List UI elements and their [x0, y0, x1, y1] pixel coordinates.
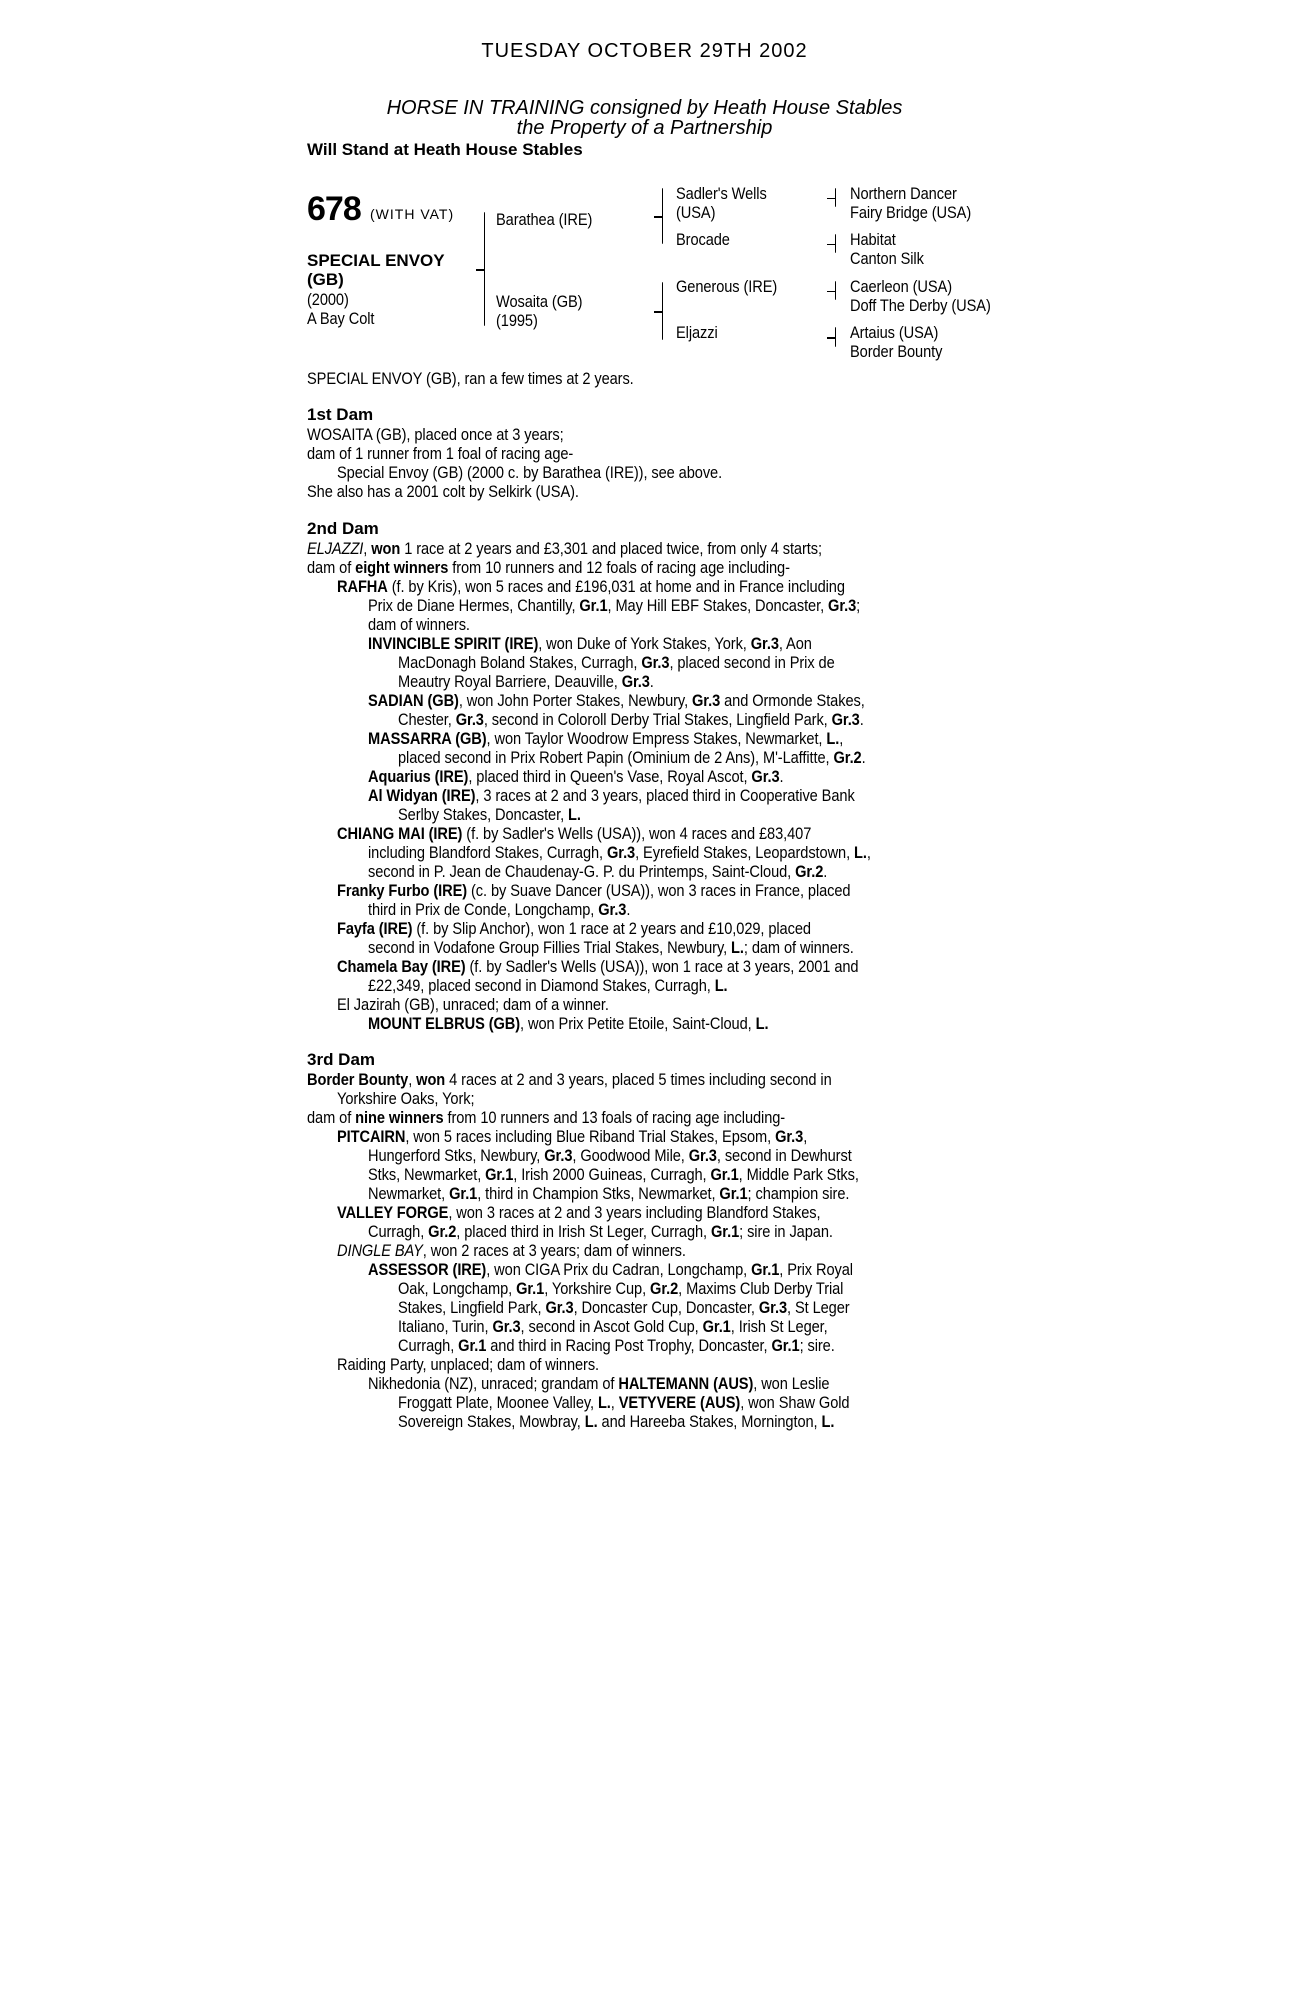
second-dam-line: Franky Furbo (IRE) (c. by Suave Dancer (USA)), won 3 races in France, placed	[337, 881, 851, 900]
third-dam-line: Oak, Longchamp, Gr.1, Yorkshire Cup, Gr.2, Maxims Club Derby Trial	[398, 1279, 844, 1298]
lot-number: 678	[307, 190, 361, 228]
third-dam-line: PITCAIRN, won 5 races including Blue Riband Trial Stakes, Epsom, Gr.3,	[337, 1127, 808, 1146]
second-dam-line: ELJAZZI, won 1 race at 2 years and £3,301 and placed twice, from only 4 starts;	[307, 539, 822, 558]
pedigree-dds: Artaius (USA)	[850, 323, 939, 342]
vat-note: (WITH VAT)	[370, 206, 455, 222]
sale-date: TUESDAY OCTOBER 29TH 2002	[481, 40, 808, 62]
consignment-line-2: the Property of a Partnership	[516, 117, 773, 139]
pedigree-dam: Wosaita (GB)	[496, 292, 583, 311]
pedigree-brace-ds	[835, 281, 836, 300]
second-dam-line: second in Vodafone Group Fillies Trial Stakes, Newbury, L.; dam of winners.	[368, 938, 854, 957]
third-dam-line: Sovereign Stakes, Mowbray, L. and Hareeba Stakes, Mornington, L.	[398, 1412, 835, 1431]
second-dam-line: Chamela Bay (IRE) (f. by Sadler's Wells (USA)), won 1 race at 3 years, 2001 and	[337, 957, 859, 976]
pedigree-dss: Caerleon (USA)	[850, 277, 952, 296]
second-dam-line: dam of eight winners from 10 runners and 12 foals of racing age including-	[307, 558, 790, 577]
pedigree-brace-ss	[835, 188, 836, 207]
horse-name: SPECIAL ENVOY	[307, 251, 445, 270]
second-dam-line: Meautry Royal Barriere, Deauville, Gr.3.	[398, 672, 654, 691]
second-dam-line: MacDonagh Boland Stakes, Curragh, Gr.3, placed second in Prix de	[398, 653, 835, 672]
pedigree-sds: Habitat	[850, 230, 896, 249]
pedigree-brace-dd	[835, 327, 836, 347]
second-dam-line: including Blandford Stakes, Curragh, Gr.3, Eyrefield Stakes, Leopardstown, L.,	[368, 843, 871, 862]
first-dam-line: WOSAITA (GB), placed once at 3 years;	[307, 425, 564, 444]
third-dam-line: Hungerford Stks, Newbury, Gr.3, Goodwood Mile, Gr.3, second in Dewhurst	[368, 1146, 852, 1165]
third-dam-line: Yorkshire Oaks, York;	[337, 1089, 475, 1108]
first-dam-line: Special Envoy (GB) (2000 c. by Barathea (IRE)), see above.	[337, 463, 723, 482]
second-dam-line: RAFHA (f. by Kris), won 5 races and £196,031 at home and in France including	[337, 577, 845, 596]
pedigree-sire-dam: Brocade	[676, 230, 730, 249]
second-dam-line: £22,349, placed second in Diamond Stakes, Curragh, L.	[368, 976, 728, 995]
second-dam-line: Prix de Diane Hermes, Chantilly, Gr.1, May Hill EBF Stakes, Doncaster, Gr.3;	[368, 596, 861, 615]
pedigree-dam-dam: Eljazzi	[676, 323, 718, 342]
pedigree-dsd: Doff The Derby (USA)	[850, 296, 991, 315]
pedigree-sss: Northern Dancer	[850, 184, 957, 203]
third-dam-line: dam of nine winners from 10 runners and 13 foals of racing age including-	[307, 1108, 786, 1127]
second-dam-line: Aquarius (IRE), placed third in Queen's Vase, Royal Ascot, Gr.3.	[368, 767, 784, 786]
first-dam-line: dam of 1 runner from 1 foal of racing age-	[307, 444, 574, 463]
third-dam-line: Raiding Party, unplaced; dam of winners.	[337, 1355, 600, 1374]
pedigree-brace-main	[484, 212, 485, 326]
race-summary: SPECIAL ENVOY (GB), ran a few times at 2 years.	[307, 369, 634, 388]
third-dam-line: DINGLE BAY, won 2 races at 3 years; dam of winners.	[337, 1241, 686, 1260]
second-dam-line: MOUNT ELBRUS (GB), won Prix Petite Etoile, Saint-Cloud, L.	[368, 1014, 769, 1033]
third-dam-line: Froggatt Plate, Moonee Valley, L., VETYVERE (AUS), won Shaw Gold	[398, 1393, 850, 1412]
second-dam-line: third in Prix de Conde, Longchamp, Gr.3.	[368, 900, 631, 919]
third-dam-line: Nikhedonia (NZ), unraced; grandam of HALTEMANN (AUS), won Leslie	[368, 1374, 830, 1393]
horse-year: (2000)	[307, 290, 349, 309]
second-dam-line: INVINCIBLE SPIRIT (IRE), won Duke of York Stakes, York, Gr.3, Aon	[368, 634, 812, 653]
consignment-line-1: HORSE IN TRAINING consigned by Heath House Stables	[386, 97, 903, 119]
third-dam-line: Stks, Newmarket, Gr.1, Irish 2000 Guineas, Curragh, Gr.1, Middle Park Stks,	[368, 1165, 859, 1184]
third-dam-line: Curragh, Gr.2, placed third in Irish St Leger, Curragh, Gr.1; sire in Japan.	[368, 1222, 833, 1241]
stand-location: Will Stand at Heath House Stables	[307, 140, 583, 159]
pedigree-ddd: Border Bounty	[850, 342, 943, 361]
first-dam-heading: 1st Dam	[307, 405, 374, 424]
second-dam-line: SADIAN (GB), won John Porter Stakes, Newbury, Gr.3 and Ormonde Stakes,	[368, 691, 865, 710]
second-dam-line: El Jazirah (GB), unraced; dam of a winner.	[337, 995, 609, 1014]
pedigree-sire: Barathea (IRE)	[496, 210, 593, 229]
second-dam-line: Serlby Stakes, Doncaster, L.	[398, 805, 581, 824]
second-dam-line: Chester, Gr.3, second in Coloroll Derby Trial Stakes, Lingfield Park, Gr.3.	[398, 710, 864, 729]
third-dam-line: Border Bounty, won 4 races at 2 and 3 years, placed 5 times including second in	[307, 1070, 832, 1089]
pedigree-dam-sire: Generous (IRE)	[676, 277, 778, 296]
second-dam-line: placed second in Prix Robert Papin (Ominium de 2 Ans), M'-Laffitte, Gr.2.	[398, 748, 866, 767]
horse-country: (GB)	[307, 270, 344, 289]
second-dam-line: CHIANG MAI (IRE) (f. by Sadler's Wells (USA)), won 4 races and £83,407	[337, 824, 812, 843]
third-dam-line: Curragh, Gr.1 and third in Racing Post Trophy, Doncaster, Gr.1; sire.	[398, 1336, 835, 1355]
third-dam-line: ASSESSOR (IRE), won CIGA Prix du Cadran, Longchamp, Gr.1, Prix Royal	[368, 1260, 853, 1279]
pedigree-sire-sire-country: (USA)	[676, 203, 716, 222]
third-dam-line: Newmarket, Gr.1, third in Champion Stks, Newmarket, Gr.1; champion sire.	[368, 1184, 850, 1203]
second-dam-line: MASSARRA (GB), won Taylor Woodrow Empress Stakes, Newmarket, L.,	[368, 729, 844, 748]
second-dam-line: dam of winners.	[368, 615, 470, 634]
second-dam-heading: 2nd Dam	[307, 519, 379, 538]
third-dam-line: Italiano, Turin, Gr.3, second in Ascot Gold Cup, Gr.1, Irish St Leger,	[398, 1317, 828, 1336]
pedigree-brace-sd	[835, 234, 836, 253]
third-dam-line: Stakes, Lingfield Park, Gr.3, Doncaster Cup, Doncaster, Gr.3, St Leger	[398, 1298, 850, 1317]
second-dam-line: Fayfa (IRE) (f. by Slip Anchor), won 1 race at 2 years and £10,029, placed	[337, 919, 811, 938]
third-dam-heading: 3rd Dam	[307, 1050, 376, 1069]
third-dam-line: VALLEY FORGE, won 3 races at 2 and 3 years including Blandford Stakes,	[337, 1203, 821, 1222]
pedigree-dam-year: (1995)	[496, 311, 538, 330]
pedigree-ssd: Fairy Bridge (USA)	[850, 203, 972, 222]
pedigree-brace-sire	[662, 188, 663, 244]
first-dam-line: She also has a 2001 colt by Selkirk (USA).	[307, 482, 579, 501]
pedigree-sire-sire: Sadler's Wells	[676, 184, 767, 203]
pedigree-sdd: Canton Silk	[850, 249, 924, 268]
second-dam-line: second in P. Jean de Chaudenay-G. P. du Printemps, Saint-Cloud, Gr.2.	[368, 862, 828, 881]
second-dam-line: Al Widyan (IRE), 3 races at 2 and 3 years, placed third in Cooperative Bank	[368, 786, 855, 805]
horse-description: A Bay Colt	[307, 309, 375, 328]
pedigree-brace-dam	[662, 282, 663, 340]
